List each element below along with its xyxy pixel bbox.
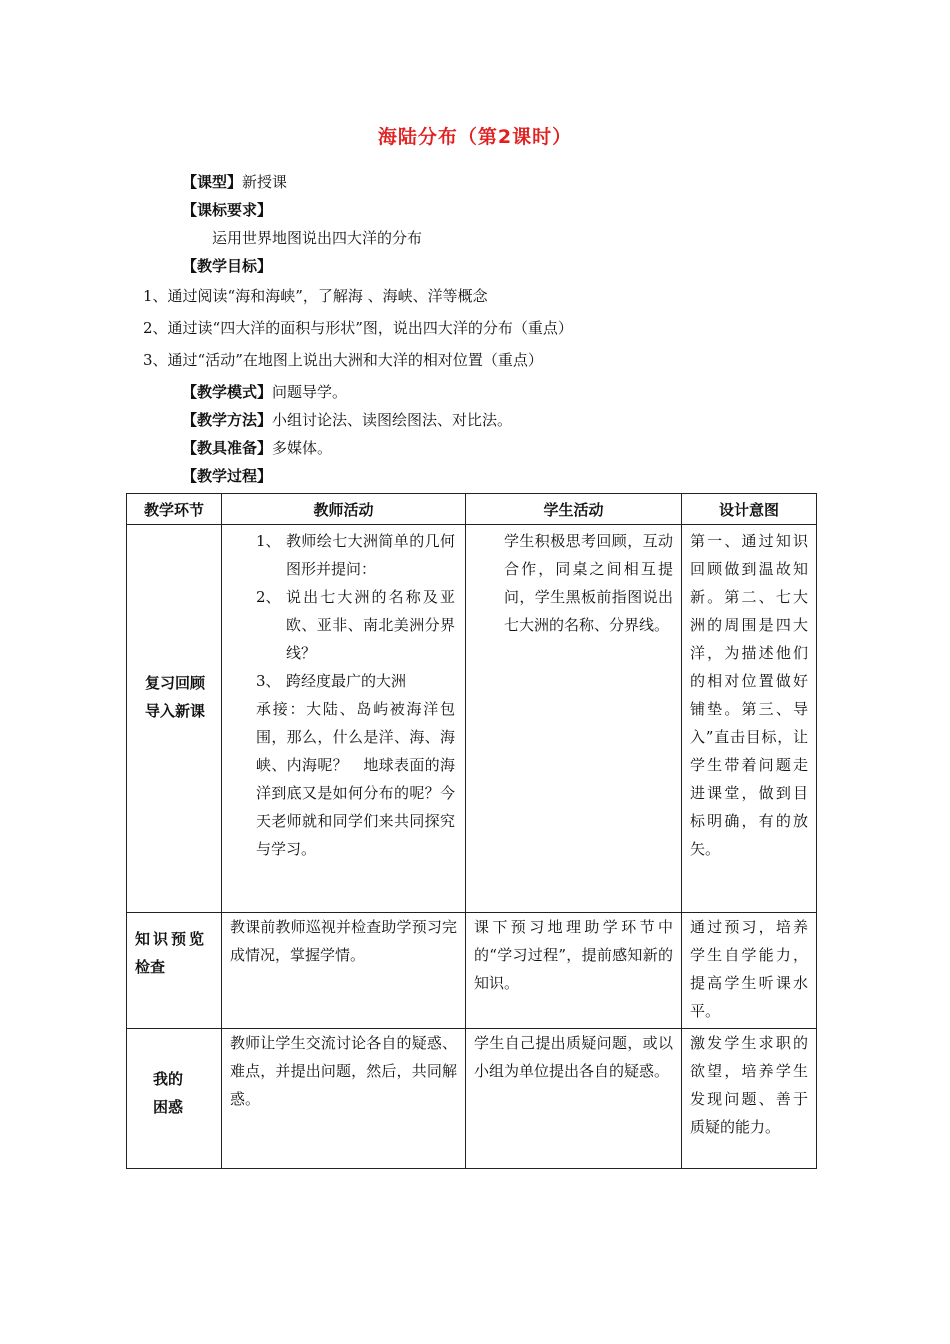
teaching-process-table — [126, 493, 817, 1169]
header-teacher: 教师活动 — [222, 494, 466, 525]
method-line — [182, 410, 512, 430]
method-value: 小组讨论法、读图绘图法、对比法。 — [272, 411, 513, 429]
teacher-activity-cell — [222, 1029, 466, 1169]
document-title: 海陆分布（第2课时） — [377, 126, 573, 148]
stage-label: 我的 困惑 — [153, 1070, 184, 1116]
goal-item: 2、通过读“四大洋的面积与形状”图，说出四大洋的分布（重点） — [143, 319, 573, 337]
design-intent-text: 激发学生求职的欲望，培养学生发现问题、善于质疑的能力。 — [690, 1034, 808, 1136]
student-activity-cell — [466, 1029, 682, 1169]
teacher-activity-text: 教课前教师巡视并检查助学预习完成情况，掌握学情。 — [230, 918, 457, 964]
student-activity-text: 课下预习地理助学环节中的“学习过程”，提前感知新的知识。 — [474, 918, 673, 992]
stage-cell — [127, 1029, 222, 1169]
lesson-type-label: 【课型】 — [182, 173, 243, 191]
lesson-type-value: 新授课 — [242, 173, 288, 191]
mode-line — [182, 382, 347, 402]
design-intent-cell — [682, 913, 817, 1029]
standard-line — [182, 200, 272, 220]
standard-label: 【课标要求】 — [182, 201, 273, 219]
design-intent-text: 第一、通过知识回顾做到温故知新。第二、七大洲的周围是四大洋，为描述他们的相对位置做好铺垫。第三、导入”直击目标，让学生带着问题走进课堂，做到目标明确，有的放矢。 — [690, 532, 808, 858]
student-activity-cell — [466, 913, 682, 1029]
goals-label: 【教学目标】 — [182, 257, 273, 275]
teacher-activity-cell — [222, 913, 466, 1029]
process-label: 【教学过程】 — [182, 467, 273, 485]
stage-label: 复习回顾 导入新课 — [145, 673, 206, 720]
process-line — [182, 466, 272, 486]
table-row — [127, 1029, 817, 1169]
header-stage: 教学环节 — [127, 494, 222, 525]
header-design: 设计意图 — [682, 494, 817, 525]
stage-cell — [127, 913, 222, 1029]
design-intent-cell — [682, 1029, 817, 1169]
tools-label: 【教具准备】 — [182, 439, 273, 457]
stage-cell — [127, 525, 222, 913]
student-activity-cell — [466, 525, 682, 913]
table-row — [127, 913, 817, 1029]
student-activity-text: 学生自己提出质疑问题，或以小组为单位提出各自的疑惑。 — [474, 1034, 673, 1080]
design-intent-cell — [682, 525, 817, 913]
teacher-activity-cell — [222, 525, 466, 913]
list-item: 2、 说出七大洲的名称及亚欧、亚非、南北美洲分界线？ — [256, 588, 455, 662]
list-item: 1、 教师绘七大洲简单的几何图形并提问： — [256, 532, 455, 578]
list-item: 3、 跨经度最广的大洲 — [256, 672, 407, 690]
mode-label: 【教学模式】 — [182, 383, 273, 401]
goal-item: 3、通过“活动”在地图上说出大洲和大洋的相对位置（重点） — [143, 351, 543, 369]
table-header-row — [127, 494, 817, 525]
header-student: 学生活动 — [466, 494, 682, 525]
design-intent-text: 通过预习，培养学生自学能力，提高学生听课水平。 — [690, 918, 808, 1020]
method-label: 【教学方法】 — [182, 411, 273, 429]
standard-text: 运用世界地图说出四大洋的分布 — [212, 229, 423, 247]
teacher-activity-text: 教师让学生交流讨论各自的疑惑、难点，并提出问题，然后，共同解惑。 — [230, 1034, 457, 1108]
student-activity-text: 学生积极思考回顾，互动合作，同桌之间相互提问，学生黑板前指图说出七大洲的名称、分界线。 — [504, 532, 673, 634]
teacher-steps — [256, 527, 455, 695]
goal-item: 1、通过阅读“海和海峡”，了解海 、海峡、洋等概念 — [143, 287, 488, 305]
teacher-transition-text: 承接：大陆、岛屿被海洋包围，那么，什么是洋、海、海峡、内海呢？ 地球表面的海洋到底又是如何分布的呢？今天老师就和同学们来共同探究与学习。 — [256, 700, 455, 858]
stage-label: 知识预览 检查 — [135, 930, 208, 976]
lesson-type-line — [182, 172, 287, 192]
mode-value: 问题导学。 — [272, 383, 348, 401]
tools-line — [182, 438, 332, 458]
tools-value: 多媒体。 — [272, 439, 333, 457]
table-row — [127, 525, 817, 913]
goals-line — [182, 256, 272, 276]
